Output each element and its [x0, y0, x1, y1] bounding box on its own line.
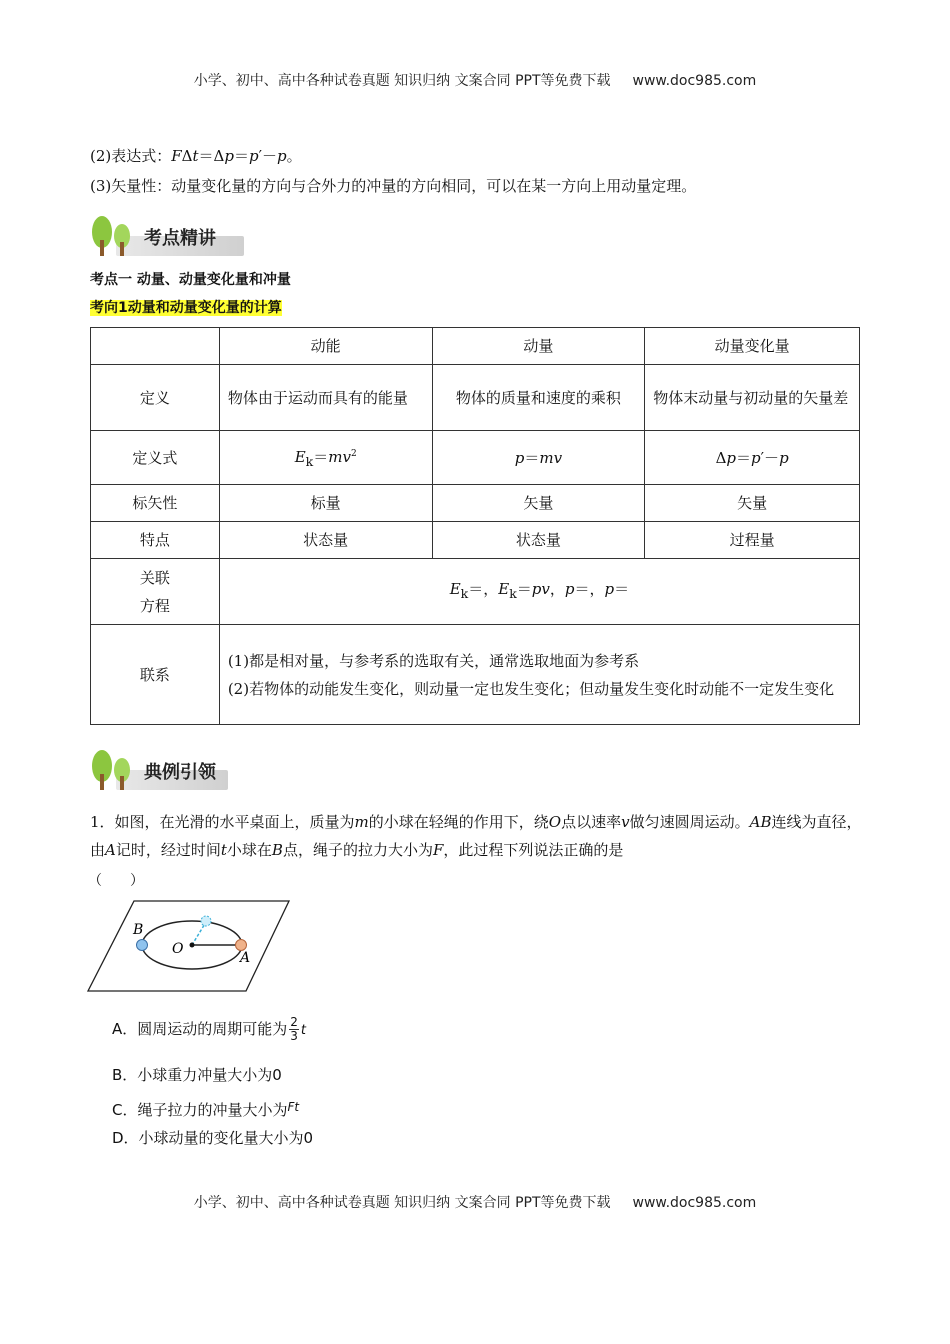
fraction: $\frac{2}{3}$ [290, 1015, 298, 1043]
page-header [0, 70, 950, 90]
intro-line-2: (2)表达式：FΔt＝Δp＝p′－p。 [90, 147, 302, 165]
table-cell: 状态量 [432, 522, 645, 559]
table-cell: 矢量 [432, 485, 645, 522]
table-header-cell: 动能 [219, 328, 432, 365]
table-row [91, 485, 860, 522]
comparison-table [90, 327, 860, 725]
circular-motion-figure [86, 896, 296, 996]
table-row [91, 431, 860, 485]
formula-dp: Δp＝p′－p [645, 431, 860, 485]
banner-title: 考点精讲 [144, 228, 216, 249]
table-header-cell [91, 328, 220, 365]
header-text: 小学、初中、高中各种试卷真题 知识归纳 文案合同 PPT等免费下载 [193, 73, 611, 89]
table-cell: 关联 方程 [91, 559, 220, 625]
label-O: O [172, 941, 184, 957]
table-header-cell: 动量 [432, 328, 645, 365]
banner-title: 典例引领 [144, 762, 216, 783]
link-content: (1)都是相对量，与参考系的选取有关，通常选取地面为参考系 (2)若物体的动能发生变化，则动量一定也发生变化；但动量发生变化时动能不一定发生变化 [219, 625, 859, 725]
table-cell: 物体由于运动而具有的能量 [219, 365, 432, 431]
banner-kaodian [88, 212, 248, 258]
answer-bracket: （ ） [88, 873, 144, 889]
page-footer [0, 1192, 950, 1212]
intro-line-3: (3)矢量性：动量变化量的方向与合外力的冲量的方向相同，可以在某一方向上用动量定理。 [90, 177, 697, 195]
tree-icon [88, 746, 136, 792]
table-cell: 物体末动量与初动量的矢量差 [645, 365, 860, 431]
table-cell: 过程量 [645, 522, 860, 559]
table-cell: 标量 [219, 485, 432, 522]
table-row [91, 522, 860, 559]
label-B: B [133, 922, 144, 938]
table-cell: 特点 [91, 522, 220, 559]
table-cell: 物体的质量和速度的乘积 [432, 365, 645, 431]
relation-equations: $E_k=$，$E_k=pv$，p＝，p＝ [219, 559, 859, 625]
table-cell: 标矢性 [91, 485, 220, 522]
table-row [91, 559, 860, 625]
label-A: A [240, 950, 251, 966]
table-cell: 状态量 [219, 522, 432, 559]
option-d[interactable]: D．小球动量的变化量大小为0 [112, 1129, 314, 1147]
formula-ek: $E_k=mv^2$ [219, 431, 432, 485]
footer-text: 小学、初中、高中各种试卷真题 知识归纳 文案合同 PPT等免费下载 [193, 1195, 611, 1211]
option-b[interactable]: B．小球重力冲量大小为0 [112, 1066, 282, 1084]
footer-site[interactable]: www.doc985.com [632, 1195, 757, 1211]
section-subtitle: 考向1动量和动量变化量的计算 [90, 300, 282, 316]
section-title: 考点一 动量、动量变化量和冲量 [90, 272, 291, 288]
table-cell: 定义 [91, 365, 220, 431]
option-c[interactable]: C．绳子拉力的冲量大小为$^{Ft}$ [112, 1100, 300, 1119]
table-header-cell: 动量变化量 [645, 328, 860, 365]
banner-dianli [88, 746, 233, 792]
table-cell: 联系 [91, 625, 220, 725]
header-site[interactable]: www.doc985.com [632, 73, 757, 89]
table-row [91, 625, 860, 725]
table-cell: 定义式 [91, 431, 220, 485]
tree-icon [88, 212, 136, 258]
formula-p: p＝mv [432, 431, 645, 485]
question-stem: 1．如图，在光滑的水平桌面上，质量为m的小球在轻绳的作用下，绕O点以速率v做匀速圆周运动。AB连线为直径，由A记时，经过时间t小球在B点，绳子的拉力大小为F，此过程下列说法正确的是 [90, 813, 862, 859]
table-header-row [91, 328, 860, 365]
table-cell: 矢量 [645, 485, 860, 522]
table-row [91, 365, 860, 431]
option-a[interactable]: A．圆周运动的周期可能为 $\frac{2}{3}$ t [112, 1015, 307, 1043]
